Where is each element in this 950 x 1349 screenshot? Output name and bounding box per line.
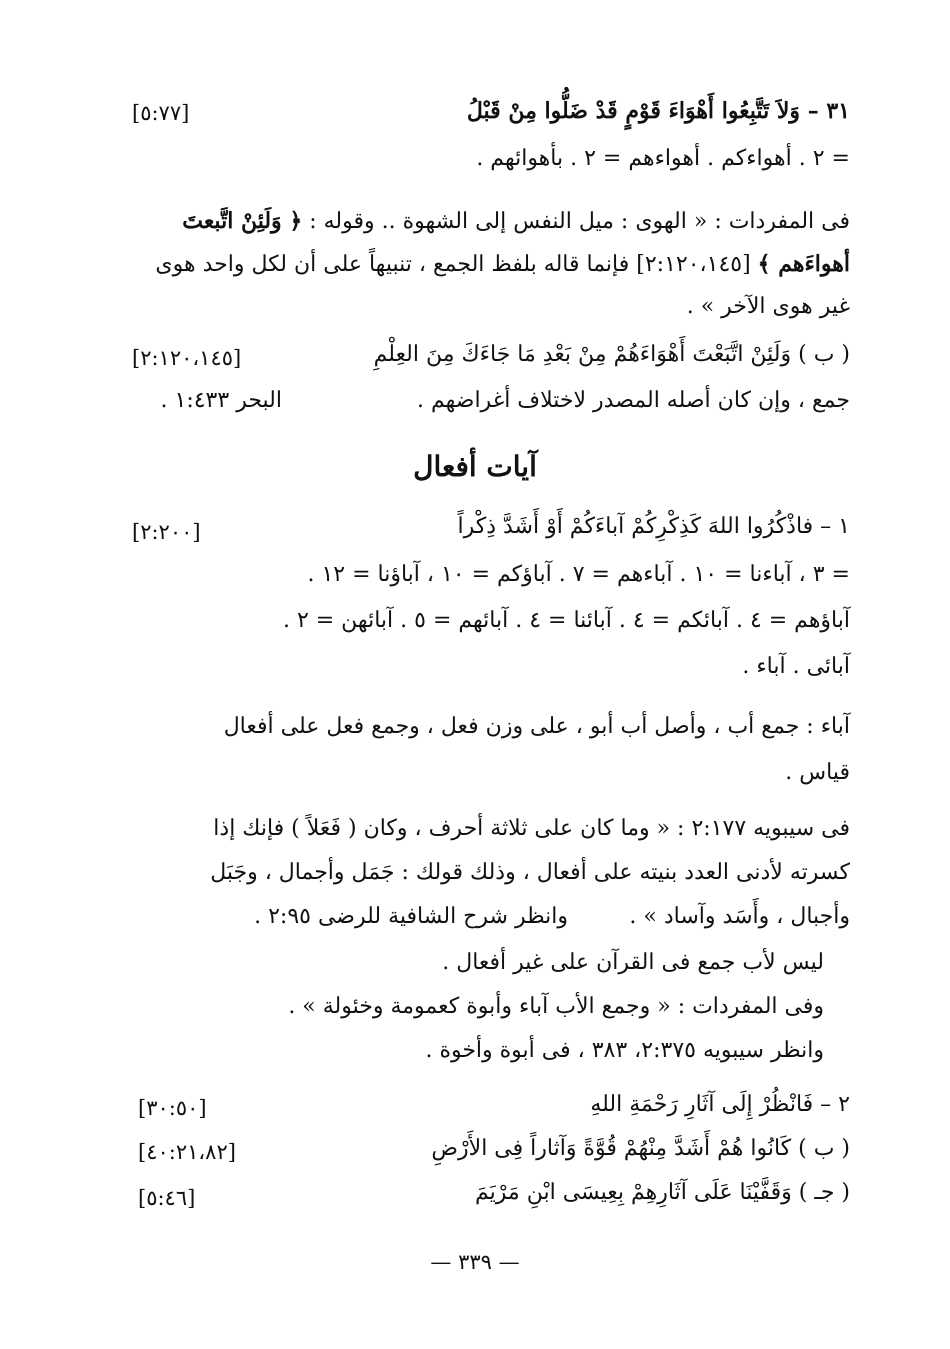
sibawayh-line-2: كسرته لأدنى العدد بنيته على أفعال ، وذلك قولك : جَمَل وأجمال ، وجَبَل <box>210 860 850 885</box>
aba-line-2: قياس . <box>785 760 850 785</box>
page-number: — ٣٣٩ — <box>430 1250 520 1274</box>
verse-1-reference: [٢:٢٠٠] <box>132 520 201 544</box>
sibawayh-line-6: وانظر سيبويه ٢:٣٧٥، ٣٨٣ ، فى أبوة وأخوة . <box>425 1038 824 1063</box>
verse-1-counts-2: آباؤهم = ٤ . آبائكم = ٤ . آبائنا = ٤ . آبائهم = ٥ . آبائهن = ٢ . <box>282 608 850 633</box>
sibawayh-line-3: وأجبال ، وأَسَد وآساد » . <box>629 904 850 929</box>
verse-31-reference: [٥:٧٧] <box>132 101 190 125</box>
verse-1-counts-1: = ٣ ، آباءنا = ١٠ . آباءهم = ٧ . آباؤكم = ١٠ ، آباؤنا = ١٢ . <box>307 562 850 587</box>
sibawayh-line-5: وفى المفردات : « وجمع الأب آباء وأبوة كعمومة وخئولة » . <box>288 994 824 1019</box>
mufradat-text: [٢:١٢٠،١٤٥] فإنما قاله بلفظ الجمع ، تنبيهاً على أن لكل واحد هوى <box>155 252 758 277</box>
quran-quote-end: أهواءَهم ﴾ <box>757 251 850 277</box>
mufradat-line-2 <box>155 253 850 276</box>
sibawayh-line-1: فى سيبويه ٢:١٧٧ : « وما كان على ثلاثة أحرف ، وكان ( فَعَلاً ) فإنك إذا <box>213 816 850 841</box>
mufradat-text: فى المفردات : « الهوى : ميل النفس إلى الشهوة .. وقوله : <box>302 209 850 234</box>
verse-2c: ( جـ ) وَقَفَّيْنَا عَلَى آثَارِهِمْ بِعِيسَى ابْنِ مَرْيَمَ <box>475 1180 850 1205</box>
bahr-reference: البحر ١:٤٣٣ . <box>160 388 282 413</box>
verse-2: ٢ – فَانْظُرْ إِلَى آثَارِ رَحْمَةِ اللهِ <box>590 1092 850 1117</box>
verse-1-counts-3: آبائى . آباء . <box>742 654 850 679</box>
aba-line-1: آباء : جمع أب ، وأصل أب أبو ، على وزن فعل ، وجمع فعل على أفعال <box>223 714 850 739</box>
verse-2c-reference: [٥:٤٦] <box>138 1186 196 1210</box>
verse-b-note: جمع ، وإن كان أصله المصدر لاختلاف أغراضهم . <box>417 388 850 413</box>
verse-2-reference: [٣٠:٥٠] <box>138 1096 207 1120</box>
verse-b: ( ب ) وَلَئِنْ اتَّبَعْتَ أَهْوَاءَهُمْ مِنْ بَعْدِ مَا جَاءَكَ مِنَ العِلْمِ <box>373 342 850 367</box>
verse-31-counts: = ٢ . أهواءكم . أهواءهم = ٢ . بأهوائهم . <box>476 146 850 171</box>
verse-1: ١ – فاذْكُرُوا اللهَ كَذِكْرِكُمْ آباءَكُمْ أَوْ أَشَدَّ ذِكْراً <box>457 514 850 539</box>
verse-31: ٣١ – وَلاَ تَتَّبِعُوا أَهْوَاءَ قَوْمٍ قَدْ ضَلُّوا مِنْ قَبْلُ <box>466 98 850 124</box>
verse-2b: ( ب ) كَانُوا هُمْ أَشَدَّ مِنْهُمْ قُوَّةً وَآثاراً فِى الأَرْضِ <box>431 1136 850 1161</box>
quran-quote: ﴿ وَلَئِنْ اتَّبعتَ <box>182 208 303 234</box>
mufradat-line-3: غير هوى الآخر » . <box>686 294 850 319</box>
verse-b-reference: [٢:١٢٠،١٤٥] <box>132 346 242 370</box>
mufradat-line-1 <box>182 210 850 233</box>
verse-2b-reference: [٤٠:٢١،٨٢] <box>138 1140 236 1164</box>
section-heading: آيات أفعال <box>413 450 537 483</box>
sibawayh-line-4: ليس لأب جمع فى القرآن على غير أفعال . <box>442 950 824 975</box>
shafiya-reference: وانظر شرح الشافية للرضى ٢:٩٥ . <box>254 904 568 929</box>
